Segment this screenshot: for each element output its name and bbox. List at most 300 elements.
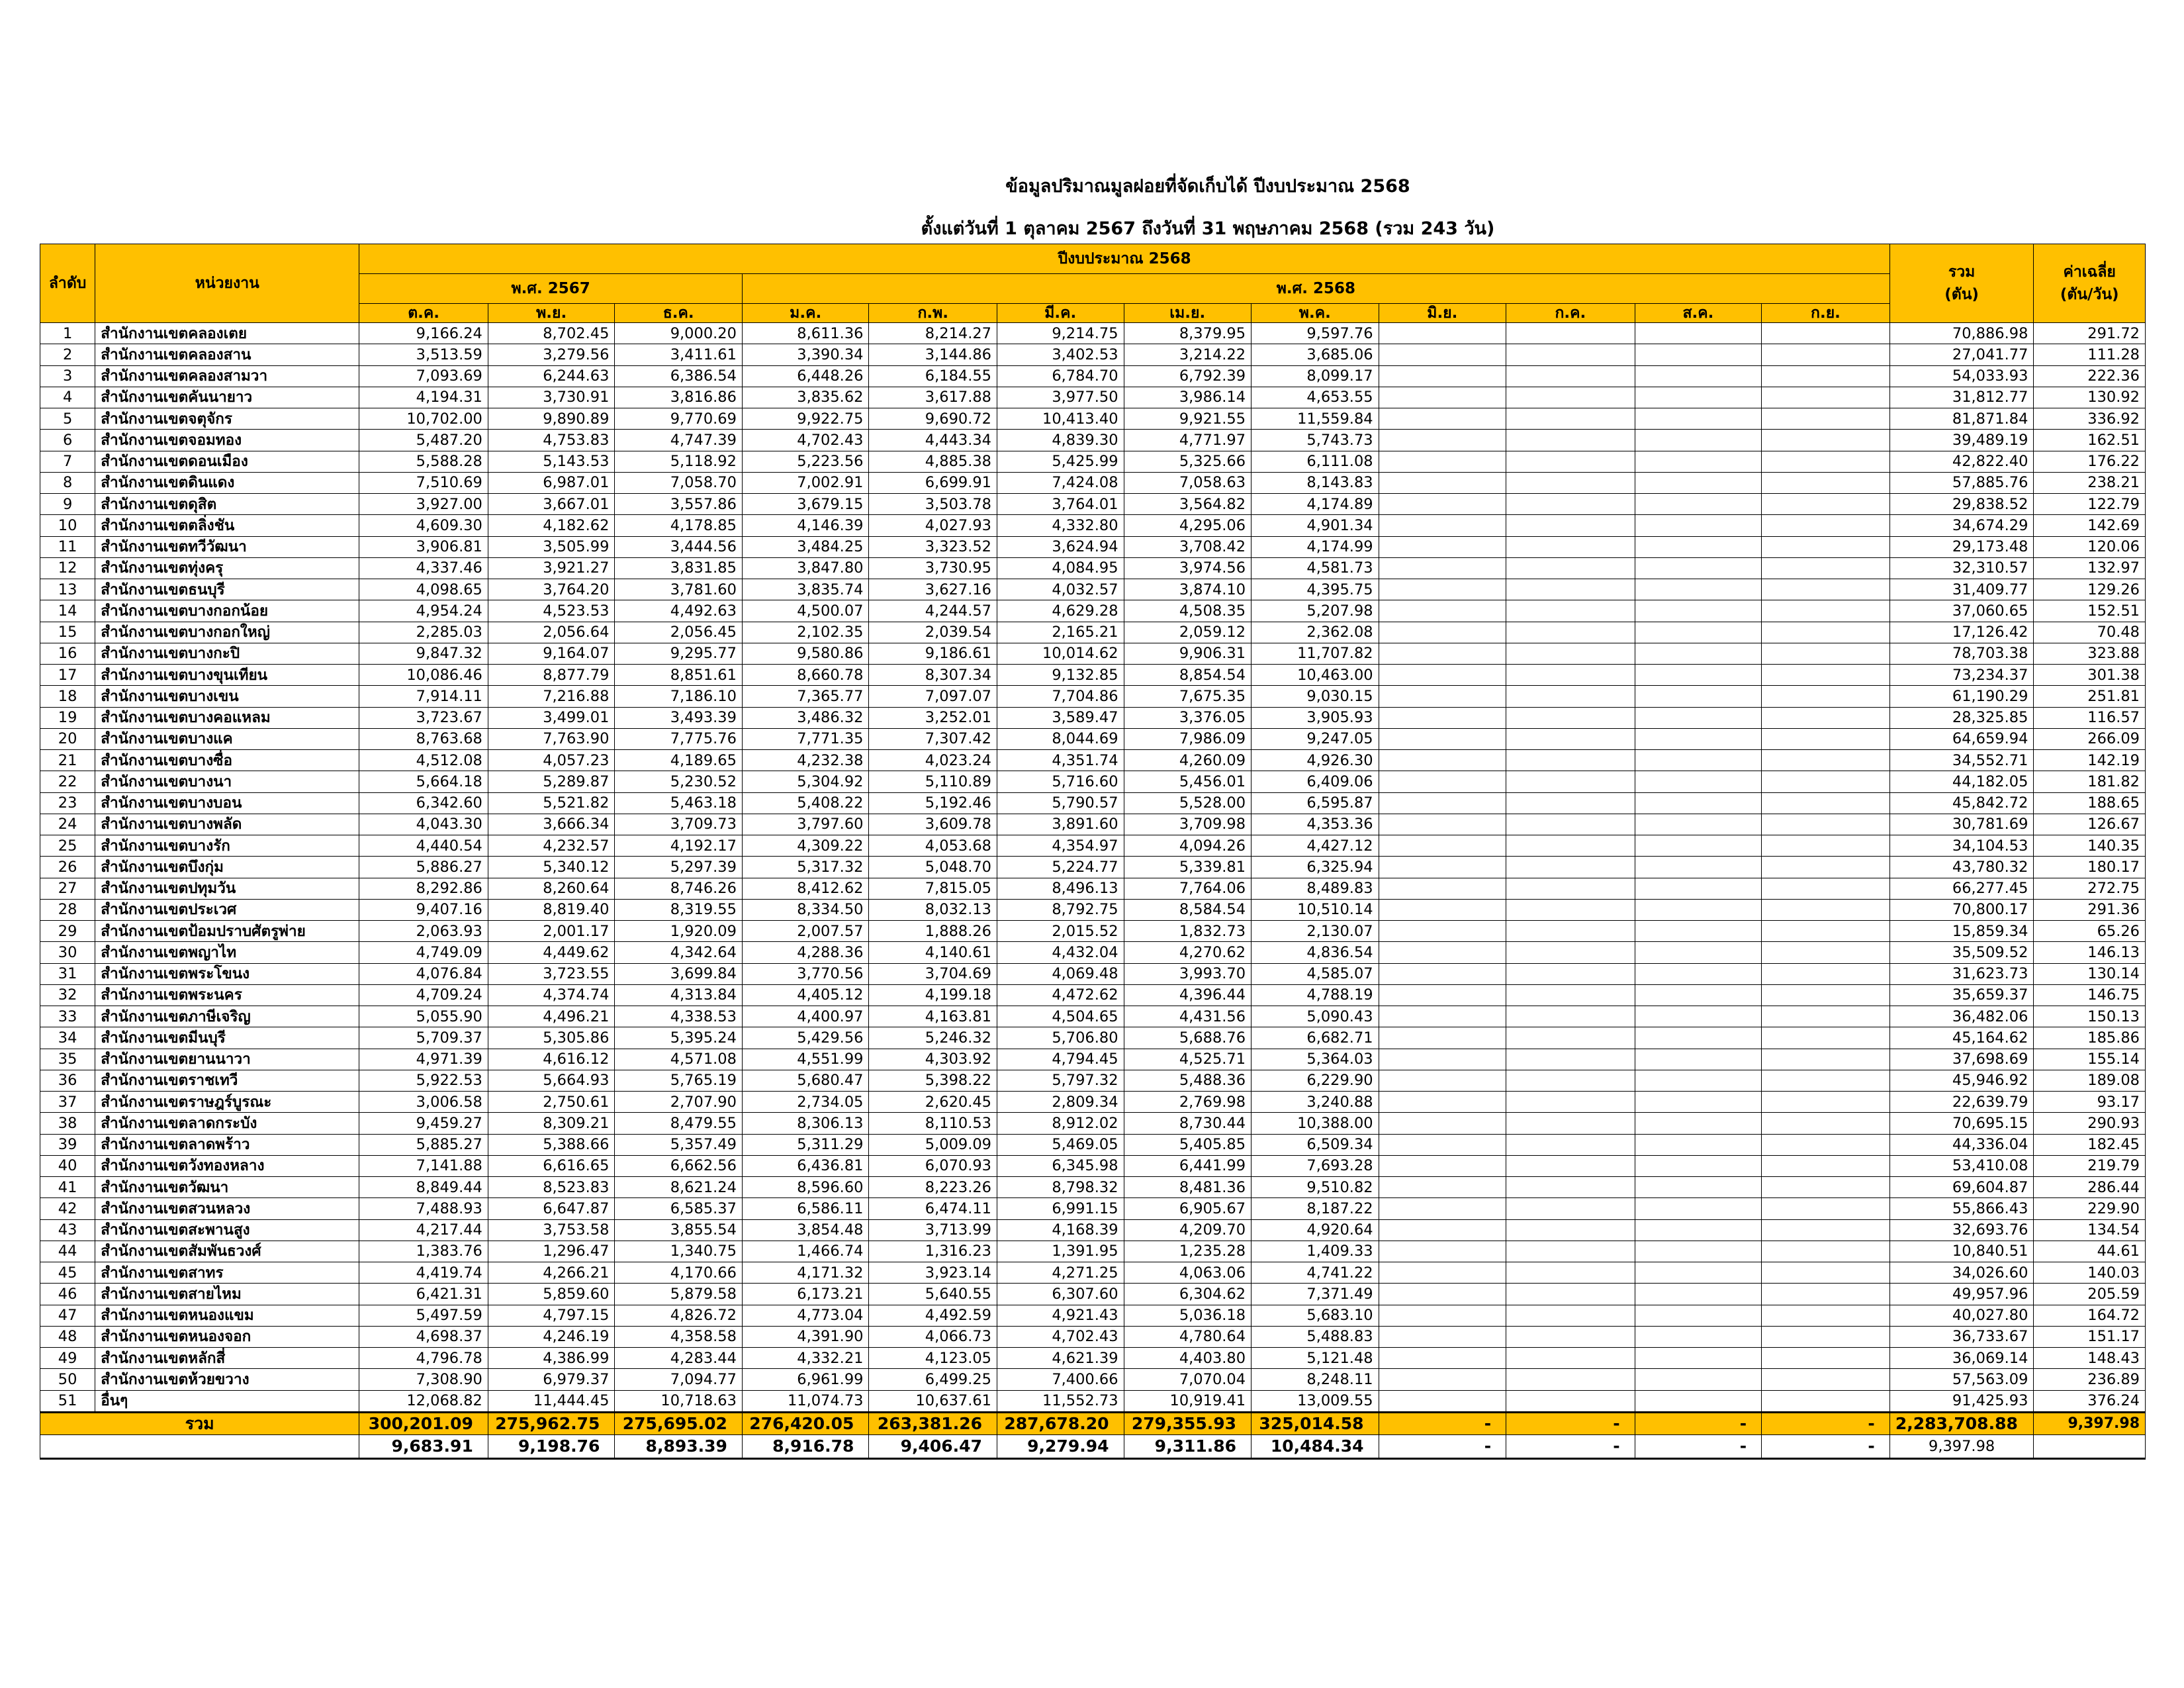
row-total: 27,041.77 <box>1889 344 2034 365</box>
month-value: 4,440.54 <box>359 835 488 857</box>
month-value <box>1379 1070 1506 1091</box>
table-row <box>40 451 2146 472</box>
month-value <box>1762 1326 1890 1347</box>
header-unit: หน่วยงาน <box>95 244 359 323</box>
row-unit-name: สำนักงานเขตบางนา <box>95 771 359 792</box>
table-row <box>40 622 2146 643</box>
month-value: 8,849.44 <box>359 1177 488 1198</box>
row-unit-name: สำนักงานเขตคลองสาน <box>95 344 359 365</box>
month-value <box>1379 1049 1506 1070</box>
table-row <box>40 494 2146 515</box>
month-value: 5,521.82 <box>488 792 615 814</box>
month-value <box>1506 750 1635 771</box>
month-value <box>1506 1198 1635 1219</box>
row-average: 180.17 <box>2034 857 2146 878</box>
month-value <box>1506 1049 1635 1070</box>
month-value: 4,525.71 <box>1124 1049 1251 1070</box>
month-value <box>1506 1027 1635 1049</box>
month-value <box>1762 771 1890 792</box>
month-value: 4,702.43 <box>742 430 869 451</box>
month-value <box>1635 1369 1762 1390</box>
month-value: 8,334.50 <box>742 899 869 920</box>
month-value: 9,132.85 <box>997 665 1124 686</box>
row-number: 12 <box>40 557 95 579</box>
month-value: 2,056.64 <box>488 622 615 643</box>
month-value <box>1762 557 1890 579</box>
row-number: 11 <box>40 536 95 557</box>
row-total: 78,703.38 <box>1889 643 2034 664</box>
month-value: 3,977.50 <box>997 387 1124 408</box>
month-value <box>1635 1348 1762 1369</box>
row-total: 35,509.52 <box>1889 942 2034 963</box>
month-value: 3,891.60 <box>997 814 1124 835</box>
month-value: 11,444.45 <box>488 1390 615 1412</box>
month-value <box>1635 1155 1762 1176</box>
row-average: 148.43 <box>2034 1348 2146 1369</box>
month-value <box>1635 1241 1762 1262</box>
month-value <box>1762 707 1890 728</box>
month-value <box>1506 344 1635 365</box>
month-value: 4,288.36 <box>742 942 869 963</box>
month-value <box>1506 1219 1635 1241</box>
month-value: 7,764.06 <box>1124 878 1251 899</box>
month-value <box>1379 857 1506 878</box>
month-value <box>1762 643 1890 664</box>
month-value: 13,009.55 <box>1251 1390 1379 1412</box>
average-month-value: 9,406.47 <box>869 1434 997 1458</box>
month-value: 5,683.10 <box>1251 1305 1379 1326</box>
month-value: 4,313.84 <box>615 984 743 1006</box>
row-unit-name: สำนักงานเขตบางพลัด <box>95 814 359 835</box>
row-unit-name: สำนักงานเขตดุสิต <box>95 494 359 515</box>
sum-month-value: - <box>1762 1412 1890 1434</box>
month-value: 7,058.70 <box>615 472 743 493</box>
month-value: 3,704.69 <box>869 963 997 984</box>
month-value: 6,244.63 <box>488 365 615 387</box>
header-month: ส.ค. <box>1635 304 1762 323</box>
row-unit-name: สำนักงานเขตปทุมวัน <box>95 878 359 899</box>
month-value: 3,831.85 <box>615 557 743 579</box>
month-value: 4,171.32 <box>742 1262 869 1284</box>
sum-average: 9,397.98 <box>2034 1412 2146 1434</box>
month-value: 4,698.37 <box>359 1326 488 1347</box>
row-unit-name: สำนักงานเขตพระโขนง <box>95 963 359 984</box>
month-value: 11,552.73 <box>997 1390 1124 1412</box>
row-average: 205.59 <box>2034 1284 2146 1305</box>
row-unit-name: สำนักงานเขตสัมพันธวงศ์ <box>95 1241 359 1262</box>
table-row <box>40 707 2146 728</box>
month-value: 4,616.12 <box>488 1049 615 1070</box>
row-number: 49 <box>40 1348 95 1369</box>
month-value: 1,340.75 <box>615 1241 743 1262</box>
sum-month-value: 275,962.75 <box>488 1412 615 1434</box>
month-value: 9,597.76 <box>1251 323 1379 344</box>
table-row <box>40 365 2146 387</box>
month-value: 5,429.56 <box>742 1027 869 1049</box>
month-value <box>1635 344 1762 365</box>
month-value: 8,099.17 <box>1251 365 1379 387</box>
month-value <box>1506 430 1635 451</box>
month-value: 7,400.66 <box>997 1369 1124 1390</box>
table-row <box>40 686 2146 707</box>
month-value <box>1635 387 1762 408</box>
month-value <box>1762 1113 1890 1134</box>
month-value: 6,345.98 <box>997 1155 1124 1176</box>
average-month-value: - <box>1762 1434 1890 1458</box>
month-value <box>1762 857 1890 878</box>
month-value: 5,588.28 <box>359 451 488 472</box>
sum-month-value: 263,381.26 <box>869 1412 997 1434</box>
month-value: 5,886.27 <box>359 857 488 878</box>
month-value: 8,032.13 <box>869 899 997 920</box>
month-value: 11,707.82 <box>1251 643 1379 664</box>
table-row <box>40 792 2146 814</box>
month-value <box>1635 899 1762 920</box>
month-value <box>1762 1070 1890 1091</box>
row-average: 301.38 <box>2034 665 2146 686</box>
month-value <box>1762 430 1890 451</box>
month-value: 6,441.99 <box>1124 1155 1251 1176</box>
month-value <box>1635 771 1762 792</box>
row-number: 19 <box>40 707 95 728</box>
month-value <box>1762 472 1890 493</box>
month-value: 3,713.99 <box>869 1219 997 1241</box>
month-value: 5,790.57 <box>997 792 1124 814</box>
month-value: 4,337.46 <box>359 557 488 579</box>
table-row <box>40 963 2146 984</box>
month-value: 5,304.92 <box>742 771 869 792</box>
table-row <box>40 1262 2146 1284</box>
month-value: 4,309.22 <box>742 835 869 857</box>
month-value <box>1379 323 1506 344</box>
row-unit-name: สำนักงานเขตคันนายาว <box>95 387 359 408</box>
row-total: 66,277.45 <box>1889 878 2034 899</box>
month-value: 3,486.32 <box>742 707 869 728</box>
table-row <box>40 1134 2146 1155</box>
month-value: 6,173.21 <box>742 1284 869 1305</box>
month-value: 5,456.01 <box>1124 771 1251 792</box>
month-value: 6,229.90 <box>1251 1070 1379 1091</box>
month-value <box>1762 408 1890 430</box>
month-value: 4,753.83 <box>488 430 615 451</box>
month-value: 4,839.30 <box>997 430 1124 451</box>
month-value: 4,332.21 <box>742 1348 869 1369</box>
table-row <box>40 472 2146 493</box>
month-value: 5,885.27 <box>359 1134 488 1155</box>
month-value: 7,704.86 <box>997 686 1124 707</box>
page-subtitle: ตั้งแต่วันที่ 1 ตุลาคม 2567 ถึงวันที่ 31 พฤษภาคม 2568 (รวม 243 วัน) <box>921 218 1495 239</box>
row-number: 37 <box>40 1092 95 1113</box>
month-value: 9,164.07 <box>488 643 615 664</box>
month-value: 5,364.03 <box>1251 1049 1379 1070</box>
month-value: 5,223.56 <box>742 451 869 472</box>
row-total: 37,060.65 <box>1889 600 2034 622</box>
row-unit-name: สำนักงานเขตทุ่งครุ <box>95 557 359 579</box>
month-value <box>1506 494 1635 515</box>
row-total: 73,234.37 <box>1889 665 2034 686</box>
month-value: 4,066.73 <box>869 1326 997 1347</box>
month-value <box>1762 792 1890 814</box>
month-value <box>1762 515 1890 536</box>
header-seq: ลำดับ <box>40 244 95 323</box>
month-value: 8,596.60 <box>742 1177 869 1198</box>
month-value: 4,295.06 <box>1124 515 1251 536</box>
month-value: 4,270.62 <box>1124 942 1251 963</box>
row-average: 111.28 <box>2034 344 2146 365</box>
month-value: 5,497.59 <box>359 1305 488 1326</box>
month-value: 6,987.01 <box>488 472 615 493</box>
month-value <box>1379 1092 1506 1113</box>
table-row <box>40 921 2146 942</box>
month-value <box>1635 1092 1762 1113</box>
row-total: 45,842.72 <box>1889 792 2034 814</box>
row-number: 46 <box>40 1284 95 1305</box>
month-value: 1,235.28 <box>1124 1241 1251 1262</box>
month-value: 5,339.81 <box>1124 857 1251 878</box>
month-value <box>1762 835 1890 857</box>
month-value: 3,499.01 <box>488 707 615 728</box>
month-value <box>1762 984 1890 1006</box>
month-value: 10,413.40 <box>997 408 1124 430</box>
month-value: 4,403.80 <box>1124 1348 1251 1369</box>
month-value: 4,332.80 <box>997 515 1124 536</box>
month-value: 4,609.30 <box>359 515 488 536</box>
month-value: 5,230.52 <box>615 771 743 792</box>
row-unit-name: สำนักงานเขตป้อมปราบศัตรูพ่าย <box>95 921 359 942</box>
month-value: 7,371.49 <box>1251 1284 1379 1305</box>
month-value: 4,926.30 <box>1251 750 1379 771</box>
month-value: 5,405.85 <box>1124 1134 1251 1155</box>
month-value: 6,386.54 <box>615 365 743 387</box>
month-value: 5,325.66 <box>1124 451 1251 472</box>
month-value <box>1506 792 1635 814</box>
row-average: 126.67 <box>2034 814 2146 835</box>
month-value: 8,214.27 <box>869 323 997 344</box>
header-average <box>2034 244 2146 323</box>
month-value <box>1635 557 1762 579</box>
table-row <box>40 857 2146 878</box>
month-value: 6,792.39 <box>1124 365 1251 387</box>
month-value: 4,405.12 <box>742 984 869 1006</box>
month-value: 3,505.99 <box>488 536 615 557</box>
month-value: 5,289.87 <box>488 771 615 792</box>
row-total: 17,126.42 <box>1889 622 2034 643</box>
month-value <box>1635 835 1762 857</box>
row-total: 53,410.08 <box>1889 1155 2034 1176</box>
month-value: 6,325.94 <box>1251 857 1379 878</box>
month-value <box>1635 494 1762 515</box>
month-value <box>1635 1006 1762 1027</box>
month-value: 5,664.93 <box>488 1070 615 1091</box>
row-number: 36 <box>40 1070 95 1091</box>
month-value: 4,140.61 <box>869 942 997 963</box>
month-value: 6,699.91 <box>869 472 997 493</box>
month-value <box>1762 1241 1890 1262</box>
row-total: 37,698.69 <box>1889 1049 2034 1070</box>
month-value <box>1762 1177 1890 1198</box>
row-unit-name: สำนักงานเขตสายไหม <box>95 1284 359 1305</box>
row-average: 336.92 <box>2034 408 2146 430</box>
row-average: 140.35 <box>2034 835 2146 857</box>
month-value: 8,044.69 <box>997 728 1124 749</box>
row-total: 57,563.09 <box>1889 1369 2034 1390</box>
month-value <box>1379 1262 1506 1284</box>
sum-row <box>40 1412 2146 1434</box>
row-total: 32,693.76 <box>1889 1219 2034 1241</box>
table-row <box>40 984 2146 1006</box>
row-unit-name: สำนักงานเขตสาทร <box>95 1262 359 1284</box>
month-value <box>1762 686 1890 707</box>
table-row <box>40 579 2146 600</box>
month-value: 9,847.32 <box>359 643 488 664</box>
month-value: 4,629.28 <box>997 600 1124 622</box>
row-number: 4 <box>40 387 95 408</box>
month-value: 5,859.60 <box>488 1284 615 1305</box>
month-value: 4,508.35 <box>1124 600 1251 622</box>
month-value: 4,747.39 <box>615 430 743 451</box>
month-value: 5,311.29 <box>742 1134 869 1155</box>
month-value: 3,564.82 <box>1124 494 1251 515</box>
month-value <box>1762 579 1890 600</box>
month-value: 10,919.41 <box>1124 1390 1251 1412</box>
average-month-value: 9,198.76 <box>488 1434 615 1458</box>
header-year-2568: พ.ศ. 2568 <box>742 274 1889 304</box>
month-value: 8,110.53 <box>869 1113 997 1134</box>
sum-month-value: - <box>1379 1412 1506 1434</box>
row-total: 70,800.17 <box>1889 899 2034 920</box>
row-total: 35,659.37 <box>1889 984 2034 1006</box>
page-title: ข้อมูลปริมาณมูลฝอยที่จัดเก็บได้ ปีงบประมาณ 2568 <box>1005 176 1410 197</box>
month-value <box>1635 665 1762 686</box>
month-value: 4,174.99 <box>1251 536 1379 557</box>
month-value: 6,448.26 <box>742 365 869 387</box>
row-average: 70.48 <box>2034 622 2146 643</box>
month-value: 4,571.08 <box>615 1049 743 1070</box>
row-number: 40 <box>40 1155 95 1176</box>
month-value <box>1379 494 1506 515</box>
month-value <box>1506 899 1635 920</box>
month-value: 4,386.99 <box>488 1348 615 1369</box>
row-number: 42 <box>40 1198 95 1219</box>
month-value <box>1762 814 1890 835</box>
sum-label: รวม <box>40 1412 359 1434</box>
row-total: 31,409.77 <box>1889 579 2034 600</box>
row-total: 22,639.79 <box>1889 1092 2034 1113</box>
month-value: 2,734.05 <box>742 1092 869 1113</box>
row-unit-name: สำนักงานเขตหนองแขม <box>95 1305 359 1326</box>
row-number: 24 <box>40 814 95 835</box>
month-value: 4,084.95 <box>997 557 1124 579</box>
month-value: 10,086.46 <box>359 665 488 686</box>
row-unit-name: สำนักงานเขตบางบอน <box>95 792 359 814</box>
month-value: 5,408.22 <box>742 792 869 814</box>
month-value: 6,409.06 <box>1251 771 1379 792</box>
month-value: 5,048.70 <box>869 857 997 878</box>
month-value: 4,419.74 <box>359 1262 488 1284</box>
month-value: 8,319.55 <box>615 899 743 920</box>
month-value: 3,730.95 <box>869 557 997 579</box>
month-value: 5,922.53 <box>359 1070 488 1091</box>
month-value: 5,765.19 <box>615 1070 743 1091</box>
month-value: 2,039.54 <box>869 622 997 643</box>
month-value <box>1506 1177 1635 1198</box>
month-value: 2,165.21 <box>997 622 1124 643</box>
table-row <box>40 1369 2146 1390</box>
month-value: 6,616.65 <box>488 1155 615 1176</box>
month-value: 4,194.31 <box>359 387 488 408</box>
month-value: 7,141.88 <box>359 1155 488 1176</box>
row-number: 33 <box>40 1006 95 1027</box>
month-value <box>1506 515 1635 536</box>
month-value: 4,199.18 <box>869 984 997 1006</box>
month-value: 4,741.22 <box>1251 1262 1379 1284</box>
row-number: 47 <box>40 1305 95 1326</box>
header-month: ธ.ค. <box>615 304 743 323</box>
row-average: 146.75 <box>2034 984 2146 1006</box>
table-row <box>40 536 2146 557</box>
row-number: 31 <box>40 963 95 984</box>
month-value: 9,770.69 <box>615 408 743 430</box>
month-value: 4,146.39 <box>742 515 869 536</box>
header-month: ต.ค. <box>359 304 488 323</box>
month-value <box>1379 899 1506 920</box>
month-value: 9,690.72 <box>869 408 997 430</box>
row-average: 376.24 <box>2034 1390 2146 1412</box>
month-value: 4,771.97 <box>1124 430 1251 451</box>
sum-month-value: 287,678.20 <box>997 1412 1124 1434</box>
month-value <box>1635 643 1762 664</box>
month-value <box>1506 857 1635 878</box>
month-value: 4,374.74 <box>488 984 615 1006</box>
month-value: 4,432.04 <box>997 942 1124 963</box>
month-value: 5,469.05 <box>997 1134 1124 1155</box>
row-average: 272.75 <box>2034 878 2146 899</box>
month-value: 4,551.99 <box>742 1049 869 1070</box>
row-number: 27 <box>40 878 95 899</box>
row-number: 51 <box>40 1390 95 1412</box>
month-value: 6,499.25 <box>869 1369 997 1390</box>
table-row <box>40 1219 2146 1241</box>
month-value: 3,323.52 <box>869 536 997 557</box>
row-total: 36,733.67 <box>1889 1326 2034 1347</box>
row-average: 164.72 <box>2034 1305 2146 1326</box>
month-value <box>1379 984 1506 1006</box>
month-value: 2,102.35 <box>742 622 869 643</box>
average-month-value: - <box>1635 1434 1762 1458</box>
month-value: 3,986.14 <box>1124 387 1251 408</box>
row-unit-name: สำนักงานเขตคลองเตย <box>95 323 359 344</box>
average-row <box>40 1434 2146 1458</box>
row-unit-name: สำนักงานเขตจตุจักร <box>95 408 359 430</box>
month-value <box>1635 1113 1762 1134</box>
row-number: 22 <box>40 771 95 792</box>
row-number: 30 <box>40 942 95 963</box>
row-average: 189.08 <box>2034 1070 2146 1091</box>
month-value <box>1635 579 1762 600</box>
month-value: 3,411.61 <box>615 344 743 365</box>
month-value: 5,317.32 <box>742 857 869 878</box>
month-value <box>1762 387 1890 408</box>
month-value: 3,847.80 <box>742 557 869 579</box>
month-value <box>1762 1198 1890 1219</box>
table-row <box>40 408 2146 430</box>
table-row <box>40 665 2146 686</box>
header-fiscal-year: ปีงบประมาณ 2568 <box>359 244 1889 274</box>
month-value: 4,023.24 <box>869 750 997 771</box>
row-unit-name: สำนักงานเขตบางคอแหลม <box>95 707 359 728</box>
month-value: 4,342.64 <box>615 942 743 963</box>
month-value: 4,174.89 <box>1251 494 1379 515</box>
